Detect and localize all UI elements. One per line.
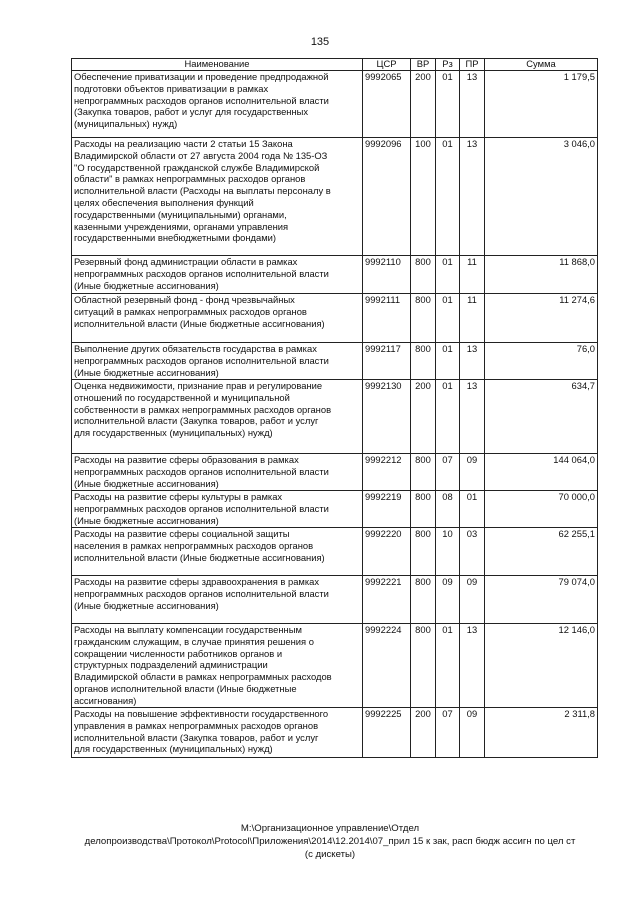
pr-code-cell: 13 xyxy=(460,380,485,454)
csr-code-cell: 9992130 xyxy=(363,380,411,454)
vr-code-cell: 800 xyxy=(411,256,436,294)
header-vr: ВР xyxy=(411,59,436,71)
vr-code-cell: 200 xyxy=(411,380,436,454)
table-body xyxy=(72,71,598,758)
expense-name-cell xyxy=(72,71,363,138)
budget-table xyxy=(71,58,598,758)
header-pr: ПР xyxy=(460,59,485,71)
amount-cell: 1 179,5 xyxy=(485,71,598,138)
expense-name-line: Областной резервный фонд - фонд чрезвычайных xyxy=(74,294,295,305)
pr-code-cell: 09 xyxy=(460,708,485,758)
amount-cell: 12 146,0 xyxy=(485,624,598,708)
expense-name-line: Резервный фонд администрации области в рамках xyxy=(74,256,298,267)
expense-name-line: (Закупка товаров, работ и услуг для государственных xyxy=(74,106,309,118)
expense-name-line: (Иные бюджетные ассигнования) xyxy=(74,514,219,526)
expense-name-cell xyxy=(72,624,363,708)
rz-code-cell: 07 xyxy=(436,708,460,758)
expense-name-line: исполнительной власти (Расходы на выплаты персоналу в xyxy=(74,185,331,197)
amount-cell: 2 311,8 xyxy=(485,708,598,758)
vr-code-cell: 800 xyxy=(411,576,436,624)
vr-code-cell: 200 xyxy=(411,71,436,138)
pr-code-cell: 13 xyxy=(460,624,485,708)
csr-code-cell: 9992065 xyxy=(363,71,411,138)
expense-name-line: (Иные бюджетные ассигнования) xyxy=(74,366,219,378)
footer-line-1: М:\Организационное управление\Отдел xyxy=(240,823,420,834)
amount-cell: 11 868,0 xyxy=(485,256,598,294)
pr-code-cell: 01 xyxy=(460,491,485,528)
expense-name-line: гражданским служащим, в случае принятия решения о xyxy=(74,635,314,647)
expense-name-line: управления в рамках непрограммных расходов органов xyxy=(74,719,319,731)
header-sum: Сумма xyxy=(485,59,598,71)
vr-code-cell: 800 xyxy=(411,491,436,528)
expense-name-cell xyxy=(72,294,363,343)
expense-name-line: непрограммных расходов органов исполнительной власти xyxy=(74,94,329,106)
csr-code-cell: 9992219 xyxy=(363,491,411,528)
table-row xyxy=(72,708,598,758)
pr-code-cell: 13 xyxy=(460,343,485,380)
csr-code-cell: 9992212 xyxy=(363,454,411,491)
expense-name-cell xyxy=(72,454,363,491)
rz-code-cell: 10 xyxy=(436,528,460,576)
expense-name-cell xyxy=(72,491,363,528)
expense-name-line: (Иные бюджетные ассигнования) xyxy=(74,477,219,489)
table-row xyxy=(72,294,598,343)
table-row xyxy=(72,491,598,528)
amount-cell: 11 274,6 xyxy=(485,294,598,343)
csr-code-cell: 9992225 xyxy=(363,708,411,758)
expense-name-line: собственности в рамках непрограммных расходов органов xyxy=(74,403,332,415)
expense-name-line: Расходы на развитие сферы культуры в рамках xyxy=(74,491,283,502)
table-row xyxy=(72,138,598,256)
table-row xyxy=(72,576,598,624)
expense-name-line: ситуаций в рамках непрограммных расходов органов xyxy=(74,305,307,317)
rz-code-cell: 07 xyxy=(436,454,460,491)
expense-name-line: (муниципальных) нужд) xyxy=(74,118,178,130)
file-path-footer xyxy=(40,822,620,861)
expense-name-cell xyxy=(72,528,363,576)
amount-cell: 144 064,0 xyxy=(485,454,598,491)
expense-name-cell xyxy=(72,343,363,380)
expense-name-line: (Иные бюджетные ассигнования) xyxy=(74,279,219,291)
expense-name-line: непрограммных расходов органов исполнительной власти xyxy=(74,587,329,599)
expense-name-line: исполнительной власти (Закупка товаров, работ и услуг xyxy=(74,415,319,427)
expense-name-line: отношений по государственной и муниципальной xyxy=(74,391,290,403)
vr-code-cell: 800 xyxy=(411,343,436,380)
csr-code-cell: 9992221 xyxy=(363,576,411,624)
expense-name-line: непрограммных расходов органов исполнительной власти xyxy=(74,354,329,366)
csr-code-cell: 9992220 xyxy=(363,528,411,576)
csr-code-cell: 9992224 xyxy=(363,624,411,708)
rz-code-cell: 01 xyxy=(436,256,460,294)
expense-name-line: ассигнования) xyxy=(74,694,137,706)
expense-name-line: Владимирской области от 27 августа 2004 года № 135-ОЗ xyxy=(74,149,328,161)
header-name: Наименование xyxy=(72,59,363,71)
expense-name-line: казенными учреждениями, органами управления xyxy=(74,220,289,232)
csr-code-cell: 9992117 xyxy=(363,343,411,380)
table-row xyxy=(72,256,598,294)
expense-name-line: "О государственной гражданской службе Владимирской xyxy=(74,161,320,173)
rz-code-cell: 08 xyxy=(436,491,460,528)
pr-code-cell: 09 xyxy=(460,454,485,491)
pr-code-cell: 11 xyxy=(460,294,485,343)
expense-name-cell xyxy=(72,380,363,454)
expense-name-cell xyxy=(72,138,363,256)
pr-code-cell: 13 xyxy=(460,71,485,138)
expense-name-line: Оценка недвижимости, признание прав и регулирование xyxy=(74,380,323,391)
table-row xyxy=(72,624,598,708)
expense-name-line: населения в рамках непрограммных расходов органов xyxy=(74,539,314,551)
csr-code-cell: 9992111 xyxy=(363,294,411,343)
expense-name-line: непрограммных расходов органов исполнительной власти xyxy=(74,502,329,514)
expense-name-line: структурных подразделений администрации xyxy=(74,659,268,671)
expense-name-line: (Иные бюджетные ассигнования) xyxy=(74,599,219,611)
expense-name-line: органов исполнительной власти (Иные бюджетные xyxy=(74,682,297,694)
expense-name-line: Расходы на реализацию части 2 статьи 15 Закона xyxy=(74,138,293,149)
expense-name-line: Владимирской области в рамках непрограммных расходов xyxy=(74,671,332,683)
table-row xyxy=(72,71,598,138)
page-number: 135 xyxy=(310,36,330,48)
expense-name-line: области" в рамках непрограммных расходов органов xyxy=(74,173,306,185)
amount-cell: 62 255,1 xyxy=(485,528,598,576)
amount-cell: 634,7 xyxy=(485,380,598,454)
expense-name-line: государственными (муниципальными) органами, xyxy=(74,208,287,220)
expense-name-line: Расходы на развитие сферы образования в рамках xyxy=(74,454,299,465)
expense-name-cell xyxy=(72,708,363,758)
expense-name-line: для государственных (муниципальных) нужд) xyxy=(74,427,273,439)
vr-code-cell: 100 xyxy=(411,138,436,256)
expense-name-line: сокращении численности работников органов и xyxy=(74,647,283,659)
header-csr: ЦСР xyxy=(363,59,411,71)
rz-code-cell: 01 xyxy=(436,343,460,380)
pr-code-cell: 03 xyxy=(460,528,485,576)
expense-name-line: исполнительной власти (Закупка товаров, работ и услуг xyxy=(74,731,319,743)
pr-code-cell: 13 xyxy=(460,138,485,256)
expense-name-line: Выполнение других обязательств государства в рамках xyxy=(74,343,317,354)
rz-code-cell: 01 xyxy=(436,71,460,138)
table-header-row xyxy=(72,59,598,71)
vr-code-cell: 800 xyxy=(411,454,436,491)
expense-name-line: непрограммных расходов органов исполнительной власти xyxy=(74,267,329,279)
amount-cell: 3 046,0 xyxy=(485,138,598,256)
expense-name-line: для государственных (муниципальных) нужд) xyxy=(74,743,273,755)
pr-code-cell: 11 xyxy=(460,256,485,294)
expense-name-line: Расходы на выплату компенсации государственным xyxy=(74,624,302,635)
footer-line-2: делопроизводства\Протокол\Protocol\Приложения\2014\12.2014\07_прил 15 к зак, расп бюдж ассигн по цел ст xyxy=(84,836,576,847)
table-row xyxy=(72,528,598,576)
expense-name-cell xyxy=(72,256,363,294)
header-rz: Рз xyxy=(436,59,460,71)
expense-name-line: непрограммных расходов органов исполнительной власти xyxy=(74,465,329,477)
csr-code-cell: 9992096 xyxy=(363,138,411,256)
table-row xyxy=(72,343,598,380)
expense-name-line: подготовки объектов приватизации в рамках xyxy=(74,82,269,94)
footer-line-3: (с дискеты) xyxy=(304,849,356,860)
vr-code-cell: 800 xyxy=(411,528,436,576)
rz-code-cell: 01 xyxy=(436,294,460,343)
expense-name-line: государственными внебюджетными фондами) xyxy=(74,232,277,244)
expense-name-line: исполнительной власти (Иные бюджетные ассигнования) xyxy=(74,317,325,329)
expense-name-line: Расходы на развитие сферы социальной защиты xyxy=(74,528,290,539)
amount-cell: 76,0 xyxy=(485,343,598,380)
table-row xyxy=(72,454,598,491)
rz-code-cell: 01 xyxy=(436,380,460,454)
rz-code-cell: 01 xyxy=(436,138,460,256)
amount-cell: 79 074,0 xyxy=(485,576,598,624)
expense-name-cell xyxy=(72,576,363,624)
expense-name-line: Расходы на развитие сферы здравоохранения в рамках xyxy=(74,576,320,587)
vr-code-cell: 800 xyxy=(411,624,436,708)
vr-code-cell: 800 xyxy=(411,294,436,343)
expense-name-line: целях обеспечения выполнения функций xyxy=(74,196,254,208)
expense-name-line: Обеспечение приватизации и проведение предпродажной xyxy=(74,71,329,82)
table-row xyxy=(72,380,598,454)
expense-name-line: Расходы на повышение эффективности государственного xyxy=(74,708,329,719)
pr-code-cell: 09 xyxy=(460,576,485,624)
csr-code-cell: 9992110 xyxy=(363,256,411,294)
rz-code-cell: 09 xyxy=(436,576,460,624)
vr-code-cell: 200 xyxy=(411,708,436,758)
expense-name-line: исполнительной власти (Иные бюджетные ассигнования) xyxy=(74,551,325,563)
amount-cell: 70 000,0 xyxy=(485,491,598,528)
rz-code-cell: 01 xyxy=(436,624,460,708)
